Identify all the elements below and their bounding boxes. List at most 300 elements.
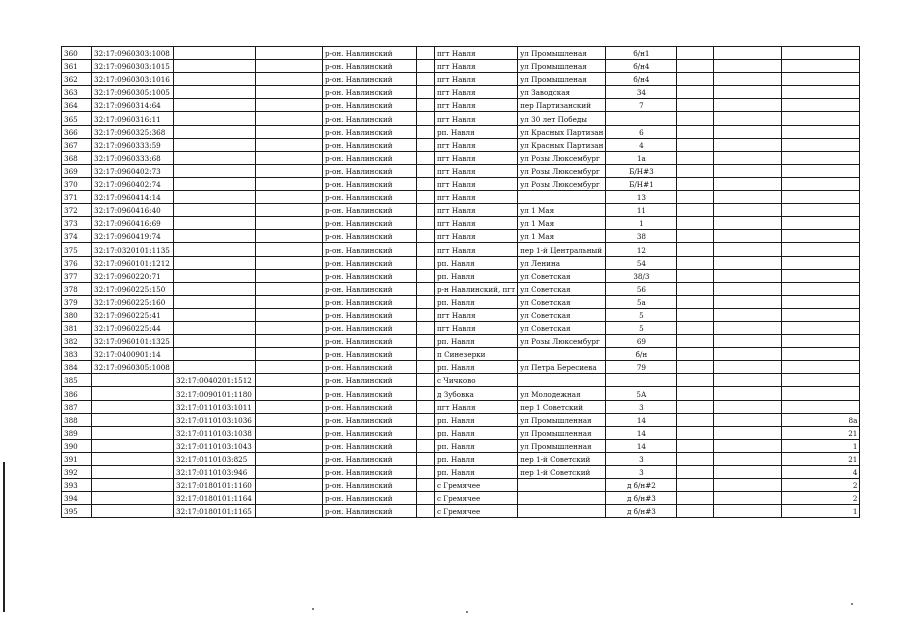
blank-cell xyxy=(714,47,782,60)
cadastral-number-alt-cell: 32:17:0180101:1160 xyxy=(174,479,256,492)
settlement-cell: рп. Навля xyxy=(435,413,518,426)
settlement-cell: р-н Навлинский, пгт xyxy=(435,282,518,295)
street-cell: ул Советская xyxy=(518,269,606,282)
blank-narrow-cell xyxy=(417,466,435,479)
table-row xyxy=(62,217,860,230)
blank-cell xyxy=(714,99,782,112)
flat-number-cell: 4 xyxy=(782,466,860,479)
flat-number-cell xyxy=(782,73,860,86)
settlement-cell: п Синезерки xyxy=(435,348,518,361)
settlement-cell: рп. Навля xyxy=(435,335,518,348)
cadastral-number-cell xyxy=(92,426,174,439)
blank-cell xyxy=(714,125,782,138)
house-number-cell: б/н1 xyxy=(606,47,677,60)
flat-number-cell: 2 xyxy=(782,492,860,505)
blank-cell xyxy=(714,361,782,374)
row-number-cell: 368 xyxy=(62,151,92,164)
flat-number-cell: 2 xyxy=(782,479,860,492)
cadastral-number-alt-cell xyxy=(174,295,256,308)
street-cell xyxy=(518,374,606,387)
house-number-cell: д б/н#3 xyxy=(606,505,677,518)
blank-cell xyxy=(677,112,714,125)
row-number-cell: 389 xyxy=(62,426,92,439)
blank-cell xyxy=(714,295,782,308)
row-number-cell: 383 xyxy=(62,348,92,361)
district-cell: р-он. Навлинский xyxy=(323,374,417,387)
cadastral-number-cell: 32:17:0320101:1135 xyxy=(92,243,174,256)
blank-cell xyxy=(714,505,782,518)
row-number-cell: 394 xyxy=(62,492,92,505)
settlement-cell: пгт Навля xyxy=(435,177,518,190)
settlement-cell: рп. Навля xyxy=(435,125,518,138)
district-cell: р-он. Навлинский xyxy=(323,492,417,505)
row-number-cell: 379 xyxy=(62,295,92,308)
cadastral-number-alt-cell xyxy=(174,269,256,282)
cadastral-number-cell xyxy=(92,505,174,518)
flat-number-cell xyxy=(782,282,860,295)
blank-cell xyxy=(256,452,323,465)
street-cell: ул Советская xyxy=(518,308,606,321)
house-number-cell: 7 xyxy=(606,99,677,112)
cadastral-number-alt-cell: 32:17:0180101:1165 xyxy=(174,505,256,518)
cadastral-number-cell: 32:17:0960416:69 xyxy=(92,217,174,230)
street-cell: ул Петра Бересиева xyxy=(518,361,606,374)
blank-cell xyxy=(256,505,323,518)
cadastral-number-alt-cell xyxy=(174,348,256,361)
table-row xyxy=(62,60,860,73)
street-cell: ул Заводская xyxy=(518,86,606,99)
cadastral-number-alt-cell xyxy=(174,164,256,177)
cadastral-number-cell xyxy=(92,452,174,465)
district-cell: р-он. Навлинский xyxy=(323,60,417,73)
table-row xyxy=(62,308,860,321)
flat-number-cell xyxy=(782,335,860,348)
table-row xyxy=(62,426,860,439)
settlement-cell: пгт Навля xyxy=(435,138,518,151)
cadastral-number-alt-cell xyxy=(174,177,256,190)
cadastral-number-alt-cell: 32:17:0110103:825 xyxy=(174,452,256,465)
blank-cell xyxy=(677,204,714,217)
house-number-cell: 1 xyxy=(606,217,677,230)
row-number-cell: 382 xyxy=(62,335,92,348)
row-number-cell: 381 xyxy=(62,321,92,334)
street-cell: ул Советская xyxy=(518,282,606,295)
row-number-cell: 393 xyxy=(62,479,92,492)
blank-cell xyxy=(714,269,782,282)
district-cell: р-он. Навлинский xyxy=(323,348,417,361)
blank-cell xyxy=(677,191,714,204)
blank-cell xyxy=(714,164,782,177)
blank-narrow-cell xyxy=(417,86,435,99)
settlement-cell: рп. Навля xyxy=(435,269,518,282)
blank-cell xyxy=(256,164,323,177)
blank-cell xyxy=(677,413,714,426)
blank-narrow-cell xyxy=(417,335,435,348)
cadastral-number-alt-cell xyxy=(174,256,256,269)
blank-cell xyxy=(677,269,714,282)
district-cell: р-он. Навлинский xyxy=(323,479,417,492)
settlement-cell: пгт Навля xyxy=(435,217,518,230)
cadastral-number-cell: 32:17:0960414:14 xyxy=(92,191,174,204)
street-cell: ул Розы Люксембург xyxy=(518,164,606,177)
settlement-cell: пгт Навля xyxy=(435,60,518,73)
blank-cell xyxy=(256,387,323,400)
flat-number-cell xyxy=(782,348,860,361)
blank-cell xyxy=(714,256,782,269)
blank-narrow-cell xyxy=(417,99,435,112)
table-row xyxy=(62,191,860,204)
settlement-cell: пгт Навля xyxy=(435,112,518,125)
settlement-cell: рп. Навля xyxy=(435,426,518,439)
cadastral-number-alt-cell xyxy=(174,335,256,348)
cadastral-number-cell xyxy=(92,479,174,492)
house-number-cell: д б/н#3 xyxy=(606,492,677,505)
blank-cell xyxy=(677,452,714,465)
blank-cell xyxy=(714,151,782,164)
street-cell: ул Промышленая xyxy=(518,60,606,73)
district-cell: р-он. Навлинский xyxy=(323,177,417,190)
blank-cell xyxy=(677,151,714,164)
cadastral-number-cell: 32:17:0960303:1008 xyxy=(92,47,174,60)
settlement-cell: рп. Навля xyxy=(435,439,518,452)
table-row xyxy=(62,164,860,177)
street-cell: ул Промышленая xyxy=(518,47,606,60)
registry-table xyxy=(61,46,860,518)
blank-cell xyxy=(677,479,714,492)
settlement-cell: с Гремячее xyxy=(435,505,518,518)
blank-cell xyxy=(256,295,323,308)
table-row xyxy=(62,138,860,151)
flat-number-cell xyxy=(782,86,860,99)
cadastral-number-alt-cell xyxy=(174,282,256,295)
house-number-cell: 38 xyxy=(606,230,677,243)
table-row xyxy=(62,361,860,374)
house-number-cell: 5А xyxy=(606,387,677,400)
cadastral-number-cell: 32:17:0960220:71 xyxy=(92,269,174,282)
flat-number-cell xyxy=(782,47,860,60)
cadastral-number-alt-cell: 32:17:0110103:946 xyxy=(174,466,256,479)
house-number-cell xyxy=(606,112,677,125)
cadastral-number-cell: 32:17:0400901:14 xyxy=(92,348,174,361)
table-row xyxy=(62,243,860,256)
settlement-cell: пгт Навля xyxy=(435,151,518,164)
cadastral-number-cell: 32:17:0960333:59 xyxy=(92,138,174,151)
table-row xyxy=(62,256,860,269)
cadastral-number-alt-cell xyxy=(174,217,256,230)
table-row xyxy=(62,204,860,217)
cadastral-number-cell: 32:17:0960303:1016 xyxy=(92,73,174,86)
blank-narrow-cell xyxy=(417,73,435,86)
blank-narrow-cell xyxy=(417,191,435,204)
cadastral-number-alt-cell xyxy=(174,112,256,125)
house-number-cell: 3 xyxy=(606,466,677,479)
blank-cell xyxy=(256,60,323,73)
blank-narrow-cell xyxy=(417,243,435,256)
settlement-cell: рп. Навля xyxy=(435,256,518,269)
district-cell: р-он. Навлинский xyxy=(323,282,417,295)
street-cell: ул Промышленная xyxy=(518,439,606,452)
settlement-cell: рп. Навля xyxy=(435,452,518,465)
blank-cell xyxy=(677,164,714,177)
blank-cell xyxy=(256,269,323,282)
blank-cell xyxy=(677,308,714,321)
flat-number-cell xyxy=(782,387,860,400)
cadastral-number-alt-cell xyxy=(174,86,256,99)
street-cell: ул 1 Мая xyxy=(518,217,606,230)
house-number-cell: 12 xyxy=(606,243,677,256)
street-cell: ул Красных Партизан xyxy=(518,138,606,151)
flat-number-cell xyxy=(782,321,860,334)
row-number-cell: 384 xyxy=(62,361,92,374)
blank-cell xyxy=(256,112,323,125)
district-cell: р-он. Навлинский xyxy=(323,413,417,426)
street-cell: пер 1 Советский xyxy=(518,400,606,413)
cadastral-number-cell: 32:17:0960316:11 xyxy=(92,112,174,125)
street-cell: ул 1 Мая xyxy=(518,230,606,243)
blank-cell xyxy=(677,400,714,413)
cadastral-number-cell: 32:17:0960101:1212 xyxy=(92,256,174,269)
district-cell: р-он. Навлинский xyxy=(323,47,417,60)
blank-cell xyxy=(677,47,714,60)
flat-number-cell xyxy=(782,60,860,73)
table-row xyxy=(62,112,860,125)
row-number-cell: 371 xyxy=(62,191,92,204)
blank-cell xyxy=(256,47,323,60)
table-row xyxy=(62,374,860,387)
house-number-cell: 6 xyxy=(606,125,677,138)
cadastral-number-alt-cell: 32:17:0040201:1512 xyxy=(174,374,256,387)
flat-number-cell xyxy=(782,177,860,190)
blank-narrow-cell xyxy=(417,164,435,177)
cadastral-number-alt-cell xyxy=(174,191,256,204)
blank-cell xyxy=(714,73,782,86)
blank-cell xyxy=(256,73,323,86)
cadastral-number-alt-cell xyxy=(174,204,256,217)
settlement-cell: с Гремячее xyxy=(435,492,518,505)
cadastral-number-cell: 32:17:0960305:1005 xyxy=(92,86,174,99)
row-number-cell: 376 xyxy=(62,256,92,269)
cadastral-number-cell xyxy=(92,387,174,400)
cadastral-number-cell: 32:17:0960419:74 xyxy=(92,230,174,243)
blank-cell xyxy=(677,243,714,256)
table-row xyxy=(62,125,860,138)
house-number-cell: 13 xyxy=(606,191,677,204)
settlement-cell: пгт Навля xyxy=(435,400,518,413)
cadastral-number-cell xyxy=(92,374,174,387)
row-number-cell: 385 xyxy=(62,374,92,387)
cadastral-number-cell: 32:17:0960225:150 xyxy=(92,282,174,295)
flat-number-cell xyxy=(782,230,860,243)
street-cell: ул Ленина xyxy=(518,256,606,269)
blank-cell xyxy=(714,138,782,151)
blank-cell xyxy=(256,138,323,151)
cadastral-number-cell xyxy=(92,400,174,413)
blank-cell xyxy=(256,99,323,112)
cadastral-number-alt-cell xyxy=(174,361,256,374)
blank-narrow-cell xyxy=(417,361,435,374)
blank-cell xyxy=(256,308,323,321)
settlement-cell: пгт Навля xyxy=(435,99,518,112)
table-row xyxy=(62,479,860,492)
blank-cell xyxy=(677,73,714,86)
row-number-cell: 395 xyxy=(62,505,92,518)
blank-cell xyxy=(714,60,782,73)
blank-cell xyxy=(714,308,782,321)
district-cell: р-он. Навлинский xyxy=(323,335,417,348)
district-cell: р-он. Навлинский xyxy=(323,151,417,164)
blank-cell xyxy=(256,374,323,387)
row-number-cell: 373 xyxy=(62,217,92,230)
cadastral-number-alt-cell: 32:17:0090101:1180 xyxy=(174,387,256,400)
row-number-cell: 364 xyxy=(62,99,92,112)
street-cell: ул Розы Люксембург xyxy=(518,335,606,348)
blank-cell xyxy=(256,282,323,295)
blank-cell xyxy=(677,125,714,138)
table-row xyxy=(62,47,860,60)
blank-narrow-cell xyxy=(417,230,435,243)
row-number-cell: 390 xyxy=(62,439,92,452)
blank-cell xyxy=(677,426,714,439)
house-number-cell: 4 xyxy=(606,138,677,151)
row-number-cell: 367 xyxy=(62,138,92,151)
district-cell: р-он. Навлинский xyxy=(323,256,417,269)
blank-narrow-cell xyxy=(417,282,435,295)
blank-cell xyxy=(714,374,782,387)
blank-narrow-cell xyxy=(417,413,435,426)
flat-number-cell xyxy=(782,217,860,230)
street-cell: ул Розы Люксембург xyxy=(518,177,606,190)
blank-narrow-cell xyxy=(417,204,435,217)
settlement-cell: с Гремячее xyxy=(435,479,518,492)
cadastral-number-cell: 32:17:0960225:41 xyxy=(92,308,174,321)
district-cell: р-он. Навлинский xyxy=(323,73,417,86)
table-row xyxy=(62,400,860,413)
blank-cell xyxy=(677,217,714,230)
row-number-cell: 378 xyxy=(62,282,92,295)
district-cell: р-он. Навлинский xyxy=(323,164,417,177)
house-number-cell: 14 xyxy=(606,413,677,426)
street-cell: ул 30 лет Победы xyxy=(518,112,606,125)
cadastral-number-alt-cell xyxy=(174,60,256,73)
flat-number-cell xyxy=(782,204,860,217)
cadastral-number-alt-cell xyxy=(174,125,256,138)
row-number-cell: 374 xyxy=(62,230,92,243)
table-row xyxy=(62,335,860,348)
district-cell: р-он. Навлинский xyxy=(323,466,417,479)
house-number-cell: 3 xyxy=(606,400,677,413)
district-cell: р-он. Навлинский xyxy=(323,505,417,518)
blank-cell xyxy=(714,321,782,334)
cadastral-number-alt-cell xyxy=(174,138,256,151)
blank-cell xyxy=(714,112,782,125)
street-cell: пер Партизанский xyxy=(518,99,606,112)
street-cell: ул Промышленная xyxy=(518,426,606,439)
settlement-cell: пгт Навля xyxy=(435,47,518,60)
row-number-cell: 377 xyxy=(62,269,92,282)
blank-cell xyxy=(714,204,782,217)
district-cell: р-он. Навлинский xyxy=(323,217,417,230)
blank-narrow-cell xyxy=(417,492,435,505)
cadastral-number-alt-cell xyxy=(174,99,256,112)
house-number-cell: б/н4 xyxy=(606,60,677,73)
row-number-cell: 387 xyxy=(62,400,92,413)
cadastral-number-cell xyxy=(92,466,174,479)
row-number-cell: 388 xyxy=(62,413,92,426)
blank-narrow-cell xyxy=(417,47,435,60)
settlement-cell: пгт Навля xyxy=(435,73,518,86)
district-cell: р-он. Навлинский xyxy=(323,321,417,334)
flat-number-cell xyxy=(782,400,860,413)
table-row xyxy=(62,466,860,479)
flat-number-cell xyxy=(782,256,860,269)
blank-cell xyxy=(714,439,782,452)
blank-cell xyxy=(714,466,782,479)
row-number-cell: 360 xyxy=(62,47,92,60)
cadastral-number-cell xyxy=(92,413,174,426)
row-number-cell: 391 xyxy=(62,452,92,465)
cadastral-number-cell: 32:17:0960325:368 xyxy=(92,125,174,138)
blank-narrow-cell xyxy=(417,217,435,230)
blank-cell xyxy=(714,452,782,465)
blank-cell xyxy=(256,479,323,492)
table-row xyxy=(62,282,860,295)
row-number-cell: 369 xyxy=(62,164,92,177)
cadastral-number-alt-cell xyxy=(174,308,256,321)
flat-number-cell xyxy=(782,361,860,374)
blank-cell xyxy=(714,282,782,295)
table-row xyxy=(62,73,860,86)
cadastral-number-alt-cell xyxy=(174,151,256,164)
table-row xyxy=(62,413,860,426)
flat-number-cell xyxy=(782,125,860,138)
table-body xyxy=(62,47,860,518)
row-number-cell: 362 xyxy=(62,73,92,86)
cadastral-number-alt-cell xyxy=(174,243,256,256)
cadastral-number-cell: 32:17:0960402:73 xyxy=(92,164,174,177)
blank-narrow-cell xyxy=(417,426,435,439)
street-cell: ул Красных Партизан xyxy=(518,125,606,138)
table-row xyxy=(62,230,860,243)
blank-cell xyxy=(256,151,323,164)
settlement-cell: рп. Навля xyxy=(435,361,518,374)
scan-speck xyxy=(466,611,468,613)
blank-cell xyxy=(677,177,714,190)
blank-narrow-cell xyxy=(417,295,435,308)
blank-cell xyxy=(677,505,714,518)
blank-cell xyxy=(714,177,782,190)
house-number-cell: 5 xyxy=(606,321,677,334)
blank-cell xyxy=(256,466,323,479)
cadastral-number-alt-cell: 32:17:0110103:1011 xyxy=(174,400,256,413)
house-number-cell: 34 xyxy=(606,86,677,99)
street-cell xyxy=(518,479,606,492)
blank-cell xyxy=(714,492,782,505)
blank-cell xyxy=(714,413,782,426)
house-number-cell: 11 xyxy=(606,204,677,217)
cadastral-number-alt-cell xyxy=(174,47,256,60)
row-number-cell: 386 xyxy=(62,387,92,400)
scan-edge-mark xyxy=(3,462,5,612)
blank-cell xyxy=(677,99,714,112)
settlement-cell: д Зубовка xyxy=(435,387,518,400)
settlement-cell: пгт Навля xyxy=(435,164,518,177)
row-number-cell: 392 xyxy=(62,466,92,479)
house-number-cell: 79 xyxy=(606,361,677,374)
row-number-cell: 370 xyxy=(62,177,92,190)
table-row xyxy=(62,86,860,99)
blank-cell xyxy=(256,177,323,190)
blank-cell xyxy=(677,321,714,334)
